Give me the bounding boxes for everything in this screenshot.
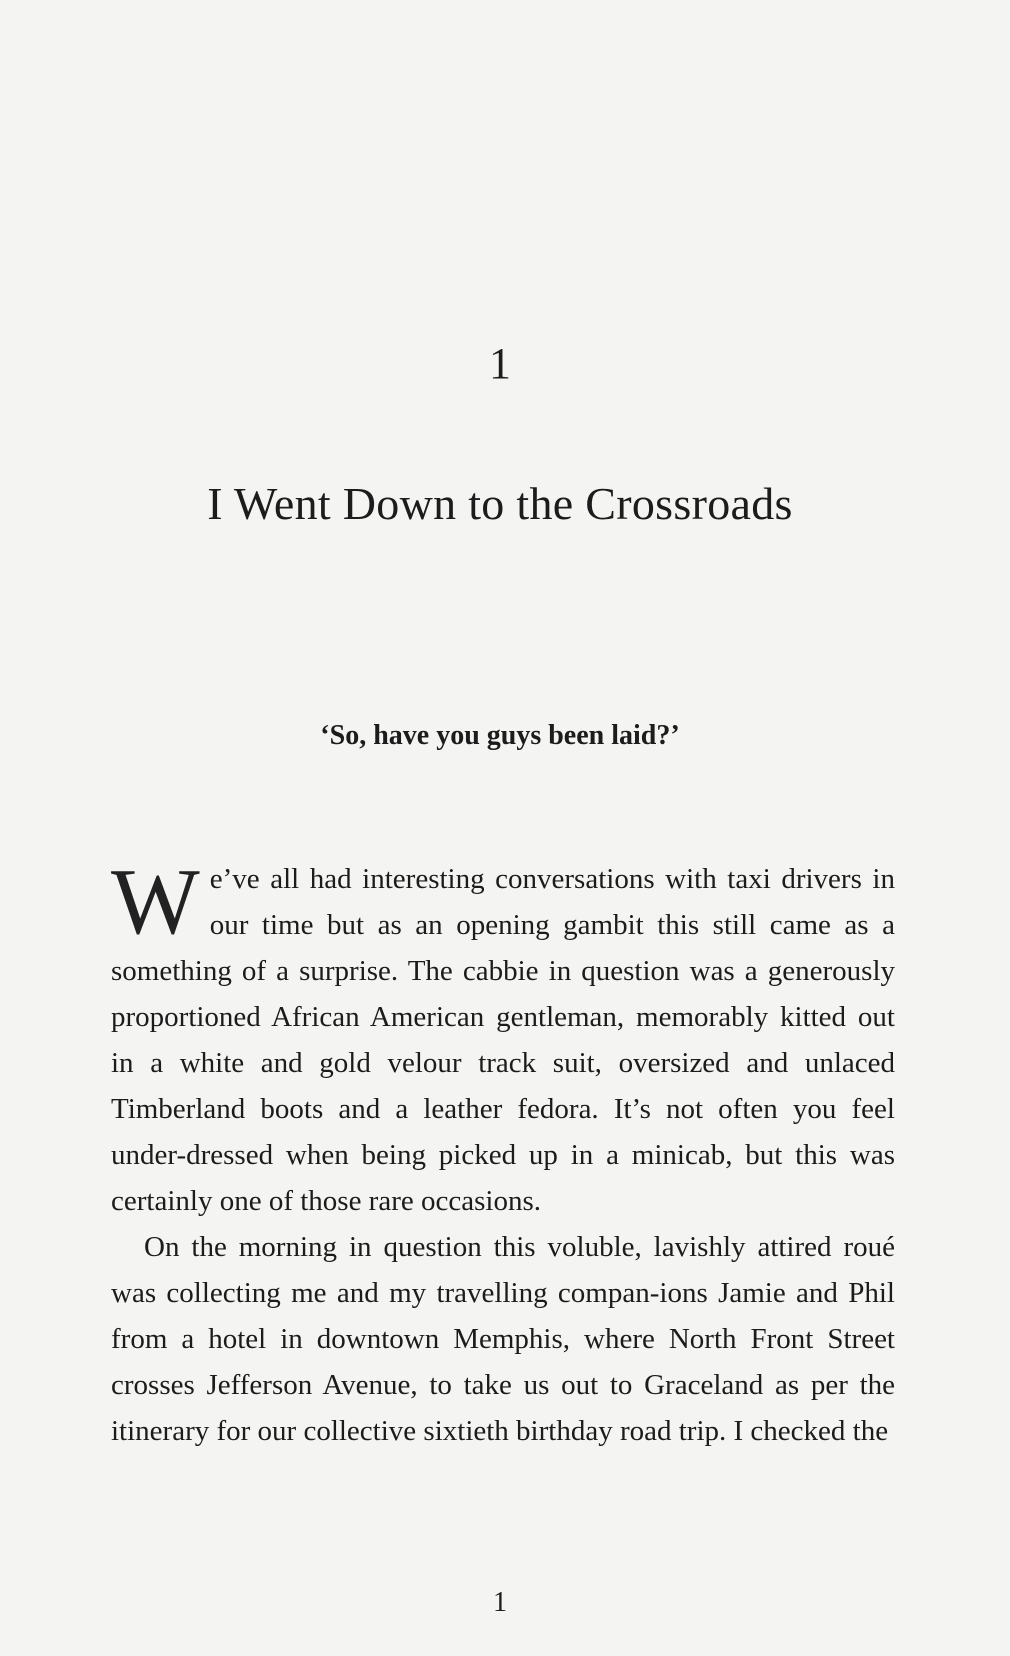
- epigraph: ‘So, have you guys been laid?’: [320, 720, 680, 751]
- page-number: 1: [493, 1587, 507, 1618]
- drop-cap: W: [111, 850, 200, 954]
- paragraph-1-text: e’ve all had interesting conversations with taxi drivers in our time but as an opening gambit this still came as a something of a surprise. The cabbie in question was a generously proportioned African American gentleman, memorably kitted out in a white and gold velour track suit, oversized and unlaced Timberland boots and a leather fedora. It’s not often you feel under-dressed when being picked up in a minicab, but this was certainly one of those rare occasions.: [111, 863, 895, 1217]
- body-text: [111, 850, 895, 1454]
- paragraph-2: On the morning in question this voluble, lavishly attired roué was collecting me and my travelling compan-ions Jamie and Phil from a hotel in downtown Memphis, where North Front Street crosses Jefferson Avenue, to take us out to Graceland as per the itinerary for our collective sixtieth birthday road trip. I checked the: [111, 1231, 895, 1447]
- chapter-number: 1: [489, 339, 511, 388]
- chapter-title: I Went Down to the Crossroads: [207, 478, 793, 529]
- paragraph-1: [111, 850, 895, 1224]
